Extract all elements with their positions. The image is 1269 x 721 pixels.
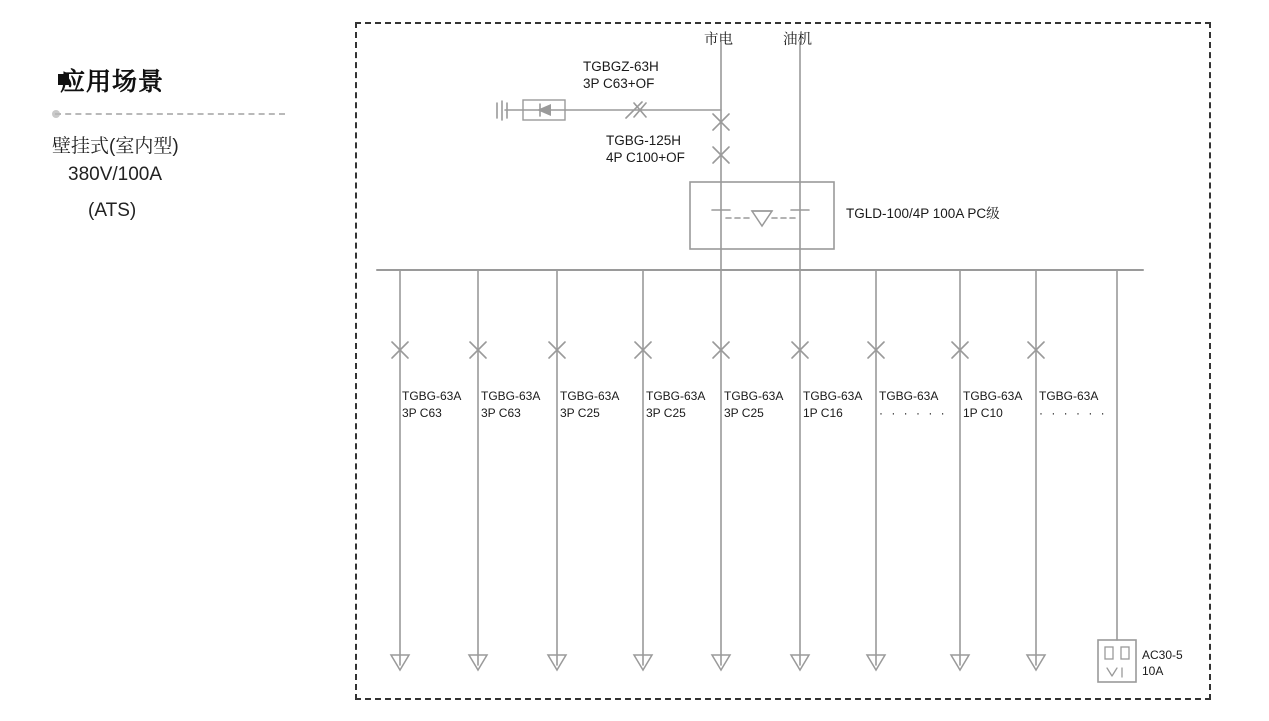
branch-5-spec: 3P C25 (724, 406, 764, 420)
spec-line-mount-type: 壁挂式(室内型) (52, 136, 179, 157)
incomer-breaker-spec: 3P C63+OF (583, 76, 655, 91)
branch-8-spec: 1P C10 (963, 406, 1003, 420)
branch-2-spec: 3P C63 (481, 406, 521, 420)
branch-6-spec: 1P C16 (803, 406, 843, 420)
branch-7-spec: · · · · · · (879, 406, 948, 420)
divider (55, 113, 285, 117)
diagram-frame (355, 22, 1211, 700)
branch-9-model: TGBG-63A (1039, 389, 1099, 403)
branch-8-model: TGBG-63A (963, 389, 1023, 403)
branch-2-model: TGBG-63A (481, 389, 541, 403)
branch-7-model: TGBG-63A (879, 389, 939, 403)
branch-4-spec: 3P C25 (646, 406, 686, 420)
branch-5-model: TGBG-63A (724, 389, 784, 403)
left-info-panel (0, 0, 340, 721)
branch-1-spec: 3P C63 (402, 406, 442, 420)
main-breaker-model: TGBG-125H (606, 133, 682, 148)
section-title: 应用场景 (60, 68, 165, 96)
socket-rating-label: 10A (1142, 664, 1164, 678)
source-generator-label: 油机 (783, 32, 812, 48)
branch-3-spec: 3P C25 (560, 406, 600, 420)
main-breaker-spec: 4P C100+OF (606, 150, 685, 165)
spec-line-ats: (ATS) (88, 200, 137, 221)
ats-label: TGLD-100/4P 100A PC级 (846, 206, 1000, 221)
branch-6-model: TGBG-63A (803, 389, 863, 403)
spec-line-voltage-current: 380V/100A (68, 164, 163, 185)
branch-4-model: TGBG-63A (646, 389, 706, 403)
incomer-breaker-model: TGBGZ-63H (583, 59, 659, 74)
branch-1-model: TGBG-63A (402, 389, 462, 403)
branch-9-spec: · · · · · · (1039, 406, 1108, 420)
source-mains-label: 市电 (704, 32, 733, 48)
socket-model-label: AC30-5 (1142, 648, 1183, 662)
branch-3-model: TGBG-63A (560, 389, 620, 403)
